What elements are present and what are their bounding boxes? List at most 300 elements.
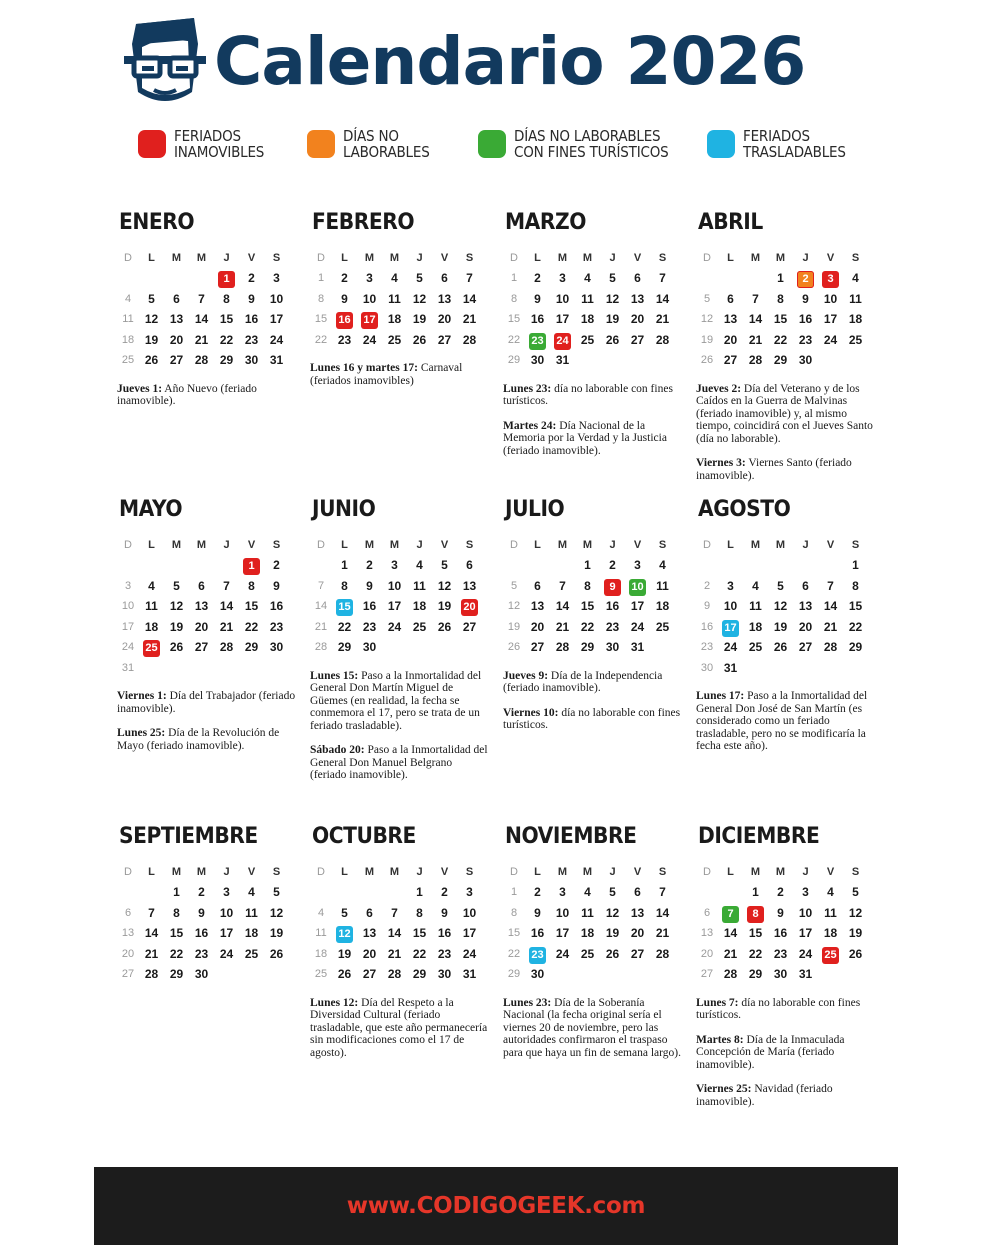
day-cell: 22 bbox=[169, 946, 184, 961]
day-cell: 24 bbox=[723, 640, 738, 654]
day-cell: 12 bbox=[605, 291, 620, 306]
day-cell: 17 bbox=[823, 312, 838, 326]
day-cell: 31 bbox=[723, 660, 738, 675]
day-cell: 27 bbox=[169, 353, 184, 367]
weekday-label: S bbox=[272, 539, 281, 551]
day-cell: 20 bbox=[798, 619, 813, 634]
day-cell: 7 bbox=[659, 885, 666, 899]
day-cell: 22 bbox=[507, 947, 521, 960]
day-cell: 21 bbox=[314, 620, 328, 633]
day-cell: 1 bbox=[416, 885, 423, 899]
weekday-label: M bbox=[171, 252, 182, 264]
day-cell: 25 bbox=[848, 332, 863, 347]
day-cell: 11 bbox=[656, 578, 669, 593]
week-row bbox=[696, 596, 881, 617]
day-cell: 15 bbox=[169, 926, 184, 940]
day-cell: 18 bbox=[314, 947, 328, 960]
weekday-label: M bbox=[557, 252, 568, 264]
weekday-label: L bbox=[341, 252, 348, 264]
day-cell: 18 bbox=[580, 926, 595, 940]
day-cell: 8 bbox=[777, 291, 784, 306]
day-cell: 21 bbox=[748, 332, 763, 347]
day-cell: 10 bbox=[823, 291, 838, 306]
day-cell: 30 bbox=[269, 640, 284, 654]
holiday-notes bbox=[310, 670, 490, 782]
day-cell bbox=[550, 555, 575, 576]
day-cell bbox=[696, 555, 718, 576]
day-cell bbox=[768, 555, 793, 576]
week-row bbox=[117, 882, 302, 903]
day-cell: 19 bbox=[412, 312, 427, 326]
day-cell: 14 bbox=[555, 599, 570, 613]
day-cell: 7 bbox=[559, 578, 566, 593]
day-cell: 5 bbox=[341, 905, 348, 920]
day-cell: 27 bbox=[121, 968, 135, 980]
week-row bbox=[117, 637, 302, 658]
day-cell: 30 bbox=[194, 967, 209, 981]
day-cell: 27 bbox=[362, 967, 377, 981]
day-cell: 2 bbox=[441, 885, 448, 899]
day-cell: 4 bbox=[584, 885, 591, 899]
holiday-notes bbox=[117, 383, 297, 408]
month-noviembre bbox=[503, 822, 688, 1071]
week-row bbox=[503, 637, 688, 658]
day-cell: 8 bbox=[852, 578, 859, 593]
holiday-note: Viernes 25: Navidad (feriado inamovible). bbox=[696, 1083, 833, 1108]
day-cell: 30 bbox=[530, 353, 545, 367]
day-cell: 8 bbox=[510, 906, 518, 919]
holiday-notes bbox=[503, 997, 683, 1060]
weekday-label: L bbox=[341, 539, 348, 551]
day-cell: 7 bbox=[317, 579, 325, 592]
day-cell: 3 bbox=[727, 578, 734, 593]
weekday-label: S bbox=[272, 252, 281, 264]
day-cell: 17 bbox=[219, 926, 234, 940]
weekday-label: M bbox=[389, 252, 400, 264]
day-cell bbox=[625, 964, 650, 985]
day-cell bbox=[768, 658, 793, 679]
day-cell: 13 bbox=[700, 927, 714, 939]
day-cell: 24 bbox=[823, 332, 838, 347]
weekday-label: J bbox=[802, 252, 809, 264]
weekday-label: V bbox=[247, 866, 256, 878]
day-cell: 8 bbox=[510, 292, 518, 305]
day-cell bbox=[600, 964, 625, 985]
weekday-label: V bbox=[440, 252, 449, 264]
day-cell: 5 bbox=[609, 885, 616, 899]
legend-swatch-green bbox=[478, 130, 506, 158]
day-cell: 21 bbox=[723, 946, 738, 961]
day-cell bbox=[382, 882, 407, 903]
day-cell: 19 bbox=[144, 332, 159, 347]
day-cell: 23 bbox=[798, 332, 813, 347]
day-cell: 22 bbox=[412, 946, 427, 961]
week-row bbox=[310, 903, 495, 924]
day-cell: 14 bbox=[823, 599, 838, 613]
weekday-label: L bbox=[727, 252, 734, 264]
holiday-notes bbox=[696, 997, 876, 1109]
weekday-label: D bbox=[703, 539, 711, 551]
day-cell bbox=[214, 658, 239, 679]
day-cell: 28 bbox=[655, 332, 670, 347]
day-cell: 17 bbox=[387, 599, 402, 613]
day-cell: 18 bbox=[121, 333, 135, 346]
day-cell: 18 bbox=[412, 599, 427, 613]
day-cell: 8 bbox=[584, 578, 591, 593]
month-junio bbox=[310, 495, 495, 794]
day-cell bbox=[214, 555, 239, 576]
day-cell bbox=[503, 555, 525, 576]
day-cell: 6 bbox=[634, 271, 641, 285]
weekday-label: S bbox=[272, 866, 281, 878]
day-cell: 25 bbox=[655, 619, 670, 634]
day-cell: 16 bbox=[530, 926, 545, 940]
month-octubre bbox=[310, 822, 495, 1071]
holiday-note: Jueves 2: Día del Veterano y de los Caídos en la Guerra de Malvinas (feriado inamovible) y, al mismo tiempo, coincidirá con el Jueves Santo (día no laborable). bbox=[696, 382, 873, 445]
legend-item-dias-no-laborables-turisticos bbox=[478, 128, 669, 160]
day-cell: 30 bbox=[362, 640, 377, 654]
day-cell: 17 bbox=[121, 620, 135, 633]
holiday-day-red: 8 bbox=[743, 903, 768, 924]
month-diciembre bbox=[696, 822, 881, 1120]
week-row bbox=[310, 637, 495, 658]
weekday-label: L bbox=[341, 866, 348, 878]
day-cell: 13 bbox=[121, 927, 135, 939]
month-name: SEPTIEMBRE bbox=[119, 824, 258, 849]
day-cell: 29 bbox=[219, 353, 234, 367]
day-cell: 5 bbox=[148, 291, 155, 306]
day-cell: 15 bbox=[412, 926, 427, 940]
day-cell: 3 bbox=[466, 885, 473, 899]
weekday-label: S bbox=[465, 866, 474, 878]
week-row bbox=[117, 944, 302, 965]
day-cell bbox=[743, 658, 768, 679]
day-cell: 30 bbox=[798, 353, 813, 367]
holiday-note: Lunes 16 y martes 17: Carnaval (feriados inamovibles) bbox=[310, 362, 463, 387]
day-cell: 26 bbox=[269, 946, 284, 961]
day-cell: 20 bbox=[630, 312, 645, 326]
day-cell: 2 bbox=[366, 558, 373, 572]
day-cell: 17 bbox=[630, 599, 645, 613]
holiday-note: Lunes 25: Día de la Revolución de Mayo (feriado inamovible). bbox=[117, 727, 280, 752]
day-cell: 10 bbox=[121, 600, 135, 612]
weekday-header bbox=[310, 248, 495, 268]
day-cell: 3 bbox=[391, 558, 398, 572]
weekday-label: L bbox=[727, 539, 734, 551]
month-name: NOVIEMBRE bbox=[505, 824, 637, 849]
weekday-label: D bbox=[124, 539, 132, 551]
day-cell: 31 bbox=[462, 967, 477, 981]
weekday-label: M bbox=[196, 252, 207, 264]
weekday-label: M bbox=[775, 252, 786, 264]
week-row bbox=[503, 268, 688, 289]
day-cell: 11 bbox=[245, 905, 258, 920]
day-cell: 19 bbox=[269, 926, 284, 940]
weekday-label: J bbox=[416, 252, 423, 264]
day-cell: 14 bbox=[462, 291, 477, 306]
week-row bbox=[503, 350, 688, 371]
weekday-label: S bbox=[658, 252, 667, 264]
day-cell: 16 bbox=[798, 312, 813, 326]
day-cell: 21 bbox=[555, 619, 570, 634]
legend-label: DÍAS NO LABORABLES CON FINES TURÍSTICOS bbox=[514, 127, 669, 161]
day-cell: 19 bbox=[605, 312, 620, 326]
day-cell: 31 bbox=[798, 967, 813, 981]
weekday-label: D bbox=[510, 866, 518, 878]
day-cell: 5 bbox=[416, 271, 423, 285]
day-cell: 2 bbox=[703, 579, 711, 592]
holiday-note: Viernes 3: Viernes Santo (feriado inamovible). bbox=[696, 457, 852, 482]
weekday-label: D bbox=[317, 866, 325, 878]
footer-url[interactable]: www.CODIGOGEEK.com bbox=[346, 1193, 646, 1219]
week-row bbox=[503, 882, 688, 903]
day-cell: 12 bbox=[144, 312, 159, 326]
week-row bbox=[310, 944, 495, 965]
holiday-notes bbox=[696, 690, 876, 753]
day-cell: 20 bbox=[362, 946, 377, 961]
weekday-label: J bbox=[416, 539, 423, 551]
weekday-label: J bbox=[223, 539, 230, 551]
day-cell: 4 bbox=[416, 558, 423, 572]
weekday-label: J bbox=[223, 866, 230, 878]
day-cell: 17 bbox=[462, 926, 477, 940]
weekday-header bbox=[503, 862, 688, 882]
day-cell: 5 bbox=[852, 885, 859, 899]
day-cell: 10 bbox=[462, 905, 477, 920]
week-row bbox=[117, 964, 302, 985]
week-row bbox=[503, 944, 688, 965]
day-cell: 16 bbox=[269, 599, 284, 613]
day-cell bbox=[650, 964, 675, 985]
day-cell: 7 bbox=[223, 578, 230, 593]
day-cell: 6 bbox=[198, 578, 205, 593]
day-cell bbox=[575, 964, 600, 985]
day-cell: 2 bbox=[273, 558, 280, 572]
day-cell bbox=[650, 350, 675, 371]
weekday-label: V bbox=[247, 539, 256, 551]
month-febrero bbox=[310, 208, 495, 399]
day-cell: 28 bbox=[219, 640, 234, 654]
weekday-label: M bbox=[750, 539, 761, 551]
day-cell: 18 bbox=[748, 619, 763, 634]
day-cell: 25 bbox=[580, 332, 595, 347]
day-cell: 6 bbox=[802, 578, 809, 593]
day-cell: 13 bbox=[723, 312, 738, 326]
day-cell bbox=[164, 658, 189, 679]
day-cell: 7 bbox=[659, 271, 666, 285]
day-cell: 19 bbox=[507, 620, 521, 633]
day-cell: 3 bbox=[124, 579, 132, 592]
weekday-header bbox=[310, 862, 495, 882]
day-cell bbox=[407, 637, 432, 658]
day-cell: 14 bbox=[655, 905, 670, 920]
day-cell: 23 bbox=[362, 619, 377, 634]
week-row bbox=[696, 882, 881, 903]
day-cell: 10 bbox=[219, 905, 234, 920]
day-cell: 30 bbox=[605, 640, 620, 654]
day-cell: 9 bbox=[802, 291, 809, 306]
day-cell: 27 bbox=[700, 968, 714, 980]
holiday-note: Lunes 17: Paso a la Inmortalidad del General Don José de San Martín (es considerado como un feriado trasladable, pero no se modificaría la fecha este año). bbox=[696, 690, 868, 752]
weekday-label: S bbox=[465, 539, 474, 551]
day-cell: 9 bbox=[534, 291, 541, 306]
day-cell: 30 bbox=[700, 661, 714, 674]
day-cell: 10 bbox=[387, 578, 402, 593]
week-row bbox=[696, 309, 881, 330]
weekday-header bbox=[117, 535, 302, 555]
day-cell: 4 bbox=[391, 271, 398, 285]
day-cell: 27 bbox=[630, 946, 645, 961]
day-cell: 15 bbox=[244, 599, 259, 613]
day-cell bbox=[718, 268, 743, 289]
day-cell: 31 bbox=[555, 353, 570, 367]
holiday-notes bbox=[696, 383, 876, 483]
weekday-label: S bbox=[658, 539, 667, 551]
week-row bbox=[503, 964, 688, 985]
holiday-day-red: 1 bbox=[239, 555, 264, 576]
day-cell: 22 bbox=[507, 333, 521, 346]
day-cell: 26 bbox=[848, 946, 863, 961]
day-cell: 12 bbox=[437, 578, 452, 593]
day-cell: 29 bbox=[507, 968, 521, 980]
weekday-label: M bbox=[582, 252, 593, 264]
legend-swatch-red bbox=[138, 130, 166, 158]
day-cell: 30 bbox=[437, 967, 452, 981]
day-cell: 28 bbox=[723, 967, 738, 981]
day-cell: 24 bbox=[798, 946, 813, 961]
day-cell: 22 bbox=[848, 619, 863, 634]
day-cell: 22 bbox=[219, 332, 234, 347]
day-cell: 26 bbox=[773, 640, 788, 654]
day-cell: 6 bbox=[366, 905, 373, 920]
day-cell: 26 bbox=[169, 640, 184, 654]
weekday-label: D bbox=[317, 252, 325, 264]
day-cell: 21 bbox=[219, 619, 234, 634]
day-cell: 4 bbox=[148, 578, 155, 593]
day-cell: 31 bbox=[630, 640, 645, 654]
day-cell: 11 bbox=[388, 291, 401, 306]
day-cell bbox=[382, 637, 407, 658]
day-cell: 1 bbox=[510, 272, 518, 284]
week-row bbox=[117, 350, 302, 371]
day-cell: 17 bbox=[555, 926, 570, 940]
day-cell: 7 bbox=[198, 291, 205, 306]
weekday-label: S bbox=[851, 539, 860, 551]
day-cell: 5 bbox=[777, 578, 784, 593]
day-cell: 20 bbox=[437, 312, 452, 326]
day-cell: 1 bbox=[584, 558, 591, 572]
weekday-label: S bbox=[851, 866, 860, 878]
weekday-label: L bbox=[727, 866, 734, 878]
month-septiembre bbox=[117, 822, 302, 985]
day-cell: 22 bbox=[314, 333, 328, 346]
holiday-note: Sábado 20: Paso a la Inmortalidad del General Don Manuel Belgrano (feriado inamovible). bbox=[310, 744, 488, 781]
day-cell: 4 bbox=[124, 292, 132, 305]
day-cell: 17 bbox=[269, 312, 284, 326]
day-cell: 15 bbox=[580, 599, 595, 613]
weekday-header bbox=[310, 535, 495, 555]
day-cell: 30 bbox=[244, 353, 259, 367]
day-cell: 28 bbox=[144, 967, 159, 981]
weekday-label: M bbox=[196, 539, 207, 551]
day-cell: 19 bbox=[337, 946, 352, 961]
day-cell bbox=[793, 555, 818, 576]
day-cell: 4 bbox=[827, 885, 834, 899]
holiday-note: Viernes 10: día no laborable con fines turísticos. bbox=[503, 706, 681, 731]
weekday-header bbox=[696, 248, 881, 268]
day-cell: 20 bbox=[530, 619, 545, 634]
weekday-label: J bbox=[609, 252, 616, 264]
weekday-label: M bbox=[775, 866, 786, 878]
day-cell bbox=[432, 637, 457, 658]
weekday-label: J bbox=[223, 252, 230, 264]
day-cell: 6 bbox=[466, 558, 473, 572]
day-cell bbox=[625, 350, 650, 371]
weekday-label: J bbox=[802, 539, 809, 551]
week-row bbox=[696, 268, 881, 289]
day-cell: 13 bbox=[630, 905, 645, 920]
legend-swatch-orange bbox=[307, 130, 335, 158]
holiday-note: Lunes 12: Día del Respeto a la Diversidad Cultural (feriado trasladable, que este año permanecería sin modificaciones como el 17 de agosto). bbox=[310, 996, 488, 1059]
day-cell: 29 bbox=[773, 353, 788, 367]
weekday-label: M bbox=[582, 539, 593, 551]
holiday-day-orange: 2 bbox=[793, 268, 818, 289]
weekday-label: M bbox=[582, 866, 593, 878]
day-cell bbox=[718, 882, 743, 903]
week-row bbox=[310, 268, 495, 289]
day-cell: 24 bbox=[219, 946, 234, 961]
weekday-label: M bbox=[364, 866, 375, 878]
weekday-label: M bbox=[389, 539, 400, 551]
day-cell: 5 bbox=[510, 579, 518, 592]
day-cell: 11 bbox=[581, 291, 594, 306]
holiday-day-red: 17 bbox=[357, 309, 382, 330]
day-cell bbox=[189, 555, 214, 576]
day-cell: 15 bbox=[314, 313, 328, 325]
day-cell: 13 bbox=[362, 926, 377, 940]
week-row bbox=[117, 268, 302, 289]
day-cell: 29 bbox=[580, 640, 595, 654]
day-cell bbox=[264, 658, 289, 679]
weekday-header bbox=[117, 862, 302, 882]
day-cell: 19 bbox=[437, 599, 452, 613]
weekday-header bbox=[696, 535, 881, 555]
day-cell: 9 bbox=[441, 905, 448, 920]
day-cell: 25 bbox=[387, 332, 402, 347]
day-cell: 2 bbox=[248, 271, 255, 285]
day-cell: 21 bbox=[655, 312, 670, 326]
day-cell: 23 bbox=[437, 946, 452, 961]
day-cell bbox=[139, 882, 164, 903]
holiday-notes bbox=[117, 690, 297, 752]
week-row bbox=[503, 596, 688, 617]
weekday-label: D bbox=[703, 252, 711, 264]
day-cell: 3 bbox=[366, 271, 373, 285]
day-cell bbox=[743, 555, 768, 576]
week-row bbox=[310, 923, 495, 944]
holiday-note: Viernes 1: Día del Trabajador (feriado inamovible). bbox=[117, 690, 296, 715]
week-row bbox=[310, 617, 495, 638]
weekday-label: L bbox=[534, 539, 541, 551]
day-cell: 10 bbox=[798, 905, 813, 920]
weekday-label: M bbox=[364, 539, 375, 551]
day-cell: 29 bbox=[848, 640, 863, 654]
day-cell: 13 bbox=[630, 291, 645, 306]
day-cell: 6 bbox=[634, 885, 641, 899]
day-cell: 9 bbox=[777, 905, 784, 920]
day-cell: 26 bbox=[605, 946, 620, 961]
day-cell bbox=[139, 555, 164, 576]
